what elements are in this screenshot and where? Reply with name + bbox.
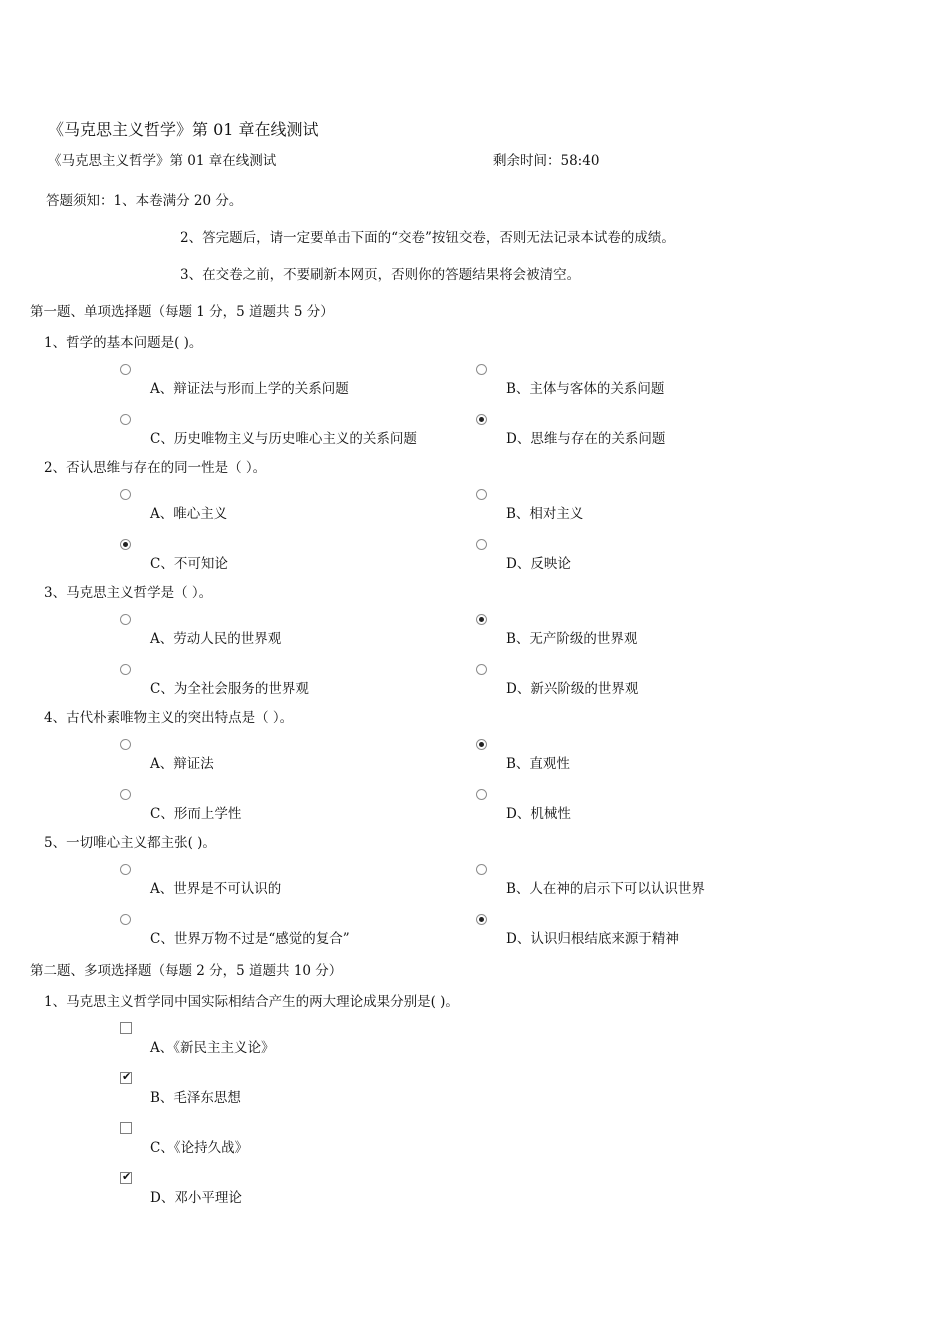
- option-checkbox[interactable]: [120, 1072, 132, 1084]
- question-text: 5、一切唯心主义都主张( )。: [44, 835, 216, 851]
- exam-name: 《马克思主义哲学》第 01 章在线测试: [48, 153, 277, 169]
- option-radio[interactable]: [476, 614, 487, 625]
- option-label: D、反映论: [506, 556, 571, 572]
- option-radio[interactable]: [120, 739, 131, 750]
- option-label: B、无产阶级的世界观: [506, 631, 638, 647]
- option-radio[interactable]: [476, 414, 487, 425]
- option-checkbox[interactable]: [120, 1022, 132, 1034]
- option-radio[interactable]: [476, 864, 487, 875]
- option-label: B、人在神的启示下可以认识世界: [506, 881, 705, 897]
- option-label: D、新兴阶级的世界观: [506, 681, 639, 697]
- option-radio[interactable]: [120, 539, 131, 550]
- option-radio[interactable]: [120, 489, 131, 500]
- option-label: C、为全社会服务的世界观: [150, 681, 309, 697]
- option-radio[interactable]: [476, 789, 487, 800]
- option-label: C、不可知论: [150, 556, 228, 572]
- option-label: B、相对主义: [506, 506, 584, 522]
- instruction-1: 答题须知：1、本卷满分 20 分。: [46, 193, 243, 209]
- option-label: D、机械性: [506, 806, 571, 822]
- section-title-multi-choice: 第二题、多项选择题（每题 2 分，5 道题共 10 分）: [30, 963, 343, 979]
- option-radio[interactable]: [476, 914, 487, 925]
- option-radio[interactable]: [120, 364, 131, 375]
- option-label: A、劳动人民的世界观: [150, 631, 282, 647]
- option-radio[interactable]: [476, 739, 487, 750]
- option-checkbox[interactable]: [120, 1172, 132, 1184]
- option-label: C、形而上学性: [150, 806, 242, 822]
- option-radio[interactable]: [476, 539, 487, 550]
- option-label: D、邓小平理论: [150, 1190, 242, 1206]
- option-radio[interactable]: [120, 914, 131, 925]
- option-radio[interactable]: [476, 489, 487, 500]
- question-text: 3、马克思主义哲学是（ ）。: [44, 585, 213, 601]
- page-title: 《马克思主义哲学》第 01 章在线测试: [48, 120, 319, 139]
- option-radio[interactable]: [476, 664, 487, 675]
- option-label: A、辩证法: [150, 756, 214, 772]
- option-radio[interactable]: [120, 864, 131, 875]
- option-label: B、直观性: [506, 756, 570, 772]
- option-radio[interactable]: [120, 414, 131, 425]
- option-radio[interactable]: [120, 789, 131, 800]
- section-title-single-choice: 第一题、单项选择题（每题 1 分，5 道题共 5 分）: [30, 304, 334, 320]
- option-label: B、毛泽东思想: [150, 1090, 241, 1106]
- checkmark-icon: ✔: [122, 1170, 132, 1183]
- instruction-3: 3、在交卷之前，不要刷新本网页，否则你的答题结果将会被清空。: [180, 267, 581, 283]
- countdown-timer: 剩余时间：58:40: [493, 153, 600, 169]
- option-radio[interactable]: [120, 614, 131, 625]
- option-label: D、认识归根结底来源于精神: [506, 931, 679, 947]
- option-label: D、思维与存在的关系问题: [506, 431, 666, 447]
- option-label: A、唯心主义: [150, 506, 228, 522]
- question-text: 1、哲学的基本问题是( )。: [44, 335, 203, 351]
- checkmark-icon: ✔: [122, 1070, 132, 1083]
- option-label: A、《新民主主义论》: [150, 1040, 275, 1056]
- option-label: B、主体与客体的关系问题: [506, 381, 665, 397]
- question-text: 4、古代朴素唯物主义的突出特点是（ ）。: [44, 710, 294, 726]
- option-label: C、《论持久战》: [150, 1140, 249, 1156]
- instruction-2: 2、答完题后，请一定要单击下面的“交卷”按钮交卷，否则无法记录本试卷的成绩。: [180, 230, 675, 246]
- option-label: C、世界万物不过是“感觉的复合”: [150, 931, 350, 947]
- option-label: C、历史唯物主义与历史唯心主义的关系问题: [150, 431, 417, 447]
- option-radio[interactable]: [120, 664, 131, 675]
- option-radio[interactable]: [476, 364, 487, 375]
- question-text: 1、马克思主义哲学同中国实际相结合产生的两大理论成果分别是( )。: [44, 994, 459, 1010]
- option-label: A、世界是不可认识的: [150, 881, 282, 897]
- question-text: 2、否认思维与存在的同一性是（ ）。: [44, 460, 267, 476]
- option-label: A、辩证法与形而上学的关系问题: [150, 381, 349, 397]
- option-checkbox[interactable]: [120, 1122, 132, 1134]
